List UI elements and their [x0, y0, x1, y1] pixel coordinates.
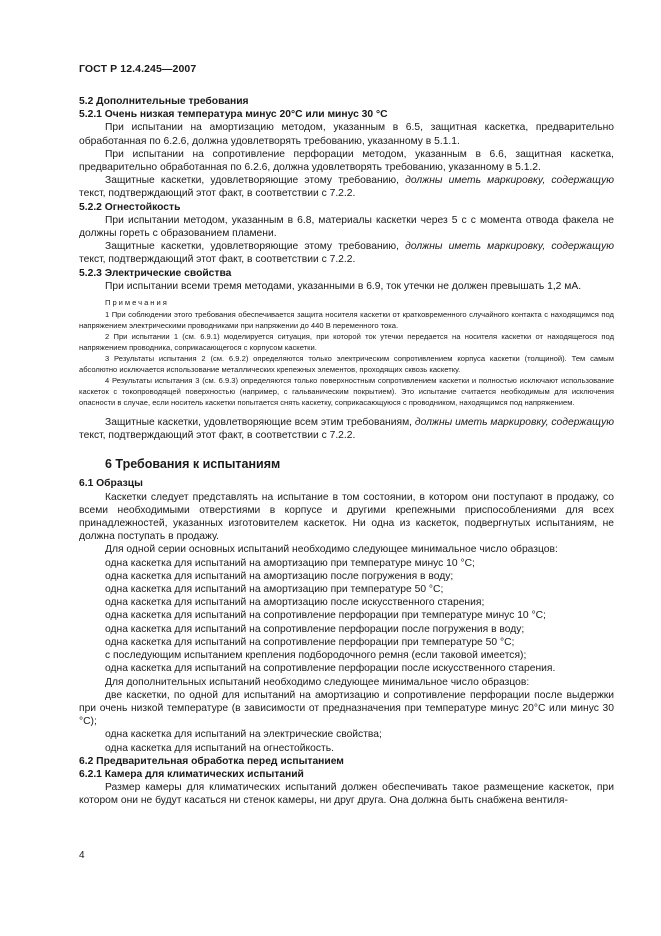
list-item: одна каскетка для испытаний на сопротивление перфорации после погружения в воду; — [105, 623, 525, 635]
list-item: одна каскетка для испытаний на амортизацию при температуре минус 10 °С; — [105, 557, 475, 569]
note-item: 1 При соблюдении этого требования обеспечивается защита носителя каскетки от кратковременного случайного контакта с находящимся под напряжением электрическими проводниками при напряжении до 440 В переменного тока. — [79, 310, 614, 331]
section-5-2-3-heading: 5.2.3 Электрические свойства — [79, 267, 232, 279]
paragraph: Защитные каскетки, удовлетворяющие всем этим требованиям, должны иметь маркировку, содержащую текст, подтверждающий этот факт, в соответствии с 7.2.2. — [79, 417, 614, 442]
section-6-2-1-heading: 6.2.1 Камера для климатических испытаний — [79, 768, 304, 780]
paragraph: Для одной серии основных испытаний необходимо следующее минимальное число образцов: — [105, 544, 558, 556]
list-item: одна каскетка для испытаний на амортизацию после погружения в воду; — [105, 570, 454, 582]
paragraph: При испытании на сопротивление перфорации методом, указанным в 6.6, защитная каскетка, предварительно обработанная по 6.2.6, должна удовлетворять требованию, указанному в 5.1.2. — [79, 148, 614, 174]
page-content — [79, 95, 614, 808]
paragraph: Защитные каскетки, удовлетворяющие этому требованию, должны иметь маркировку, содержащую текст, подтверждающий этот факт, в соответствии с 7.2.2. — [79, 241, 614, 266]
note-item: 2 При испытании 1 (см. 6.9.1) моделируется ситуация, при которой ток утечки передается на носителя каскетки от находящегося под напряжением проводника, соприкасающегося с корпусом каскетки. — [79, 332, 614, 353]
paragraph: При испытании методом, указанным в 6.8, материалы каскетки через 5 с с момента отвода факела не должны гореть с образованием пламени. — [79, 214, 614, 240]
list-item: одна каскетка для испытаний на электрические свойства; — [105, 729, 382, 741]
paragraph: две каскетки, по одной для испытаний на амортизацию и сопротивление перфорации после выдержки при очень низкой температуре (в зависимости от предназначения при температуре минус 20°С или минус 30 °С); — [79, 689, 614, 728]
paragraph: Каскетки следует представлять на испытание в том состоянии, в котором они поступают в продажу, со всеми необходимыми отверстиями в корпусе и другими крепежными приспособлениями для всех принадлежностей, указанных изготовителем каскеток. Ни одна из каскеток, подвергнутых испытаниям, не должна поступать в продажу. — [79, 491, 614, 543]
notes-block — [79, 297, 614, 408]
notes-title: Примечания — [105, 298, 169, 308]
list-item: с последующим испытанием крепления подбородочного ремня (если таковой имеется); — [105, 650, 527, 662]
section-6-heading: 6 Требования к испытаниям — [105, 457, 281, 472]
paragraph: Размер камеры для климатических испытаний должен обеспечивать такое размещение каскеток, при котором они не будут касаться ни стенок камеры, ни друг друга. Она должна быть снабжена вентиля- — [79, 782, 614, 807]
list-item: одна каскетка для испытаний на огнестойкость. — [105, 742, 334, 754]
paragraph: При испытании всеми тремя методами, указанными в 6.9, ток утечки не должен превышать 1,2 мА. — [105, 280, 582, 292]
paragraph: При испытании на амортизацию методом, указанным в 6.5, защитная каскетка, предварительно обработанная по 6.2.6, должна удовлетворять требованию, указанному в 5.1.1. — [79, 122, 614, 147]
list-item: одна каскетка для испытаний на сопротивление перфорации при температуре минус 10 °С; — [105, 610, 546, 622]
page-number: 4 — [79, 850, 85, 861]
list-item: одна каскетка для испытаний на амортизацию при температуре 50 °С; — [105, 584, 444, 596]
page-header: ГОСТ Р 12.4.245—2007 — [79, 63, 197, 75]
list-item: одна каскетка для испытаний на сопротивление перфорации после искусственного старения. — [105, 663, 556, 675]
section-6-2-heading: 6.2 Предварительная обработка перед испытанием — [79, 755, 344, 767]
paragraph: Защитные каскетки, удовлетворяющие этому требованию, должны иметь маркировку, содержащую текст, подтверждающий этот факт, в соответствии с 7.2.2. — [79, 175, 614, 200]
note-item: 3 Результаты испытания 2 (см. 6.9.2) определяются только электрическим сопротивлением корпуса каскетки (толщиной). Тем самым абсолютно исключается использование металлических крепежных элементов, проходящих сквозь каскетку. — [79, 354, 614, 375]
note-item: 4 Результаты испытания 3 (см. 6.9.3) определяются только поверхностным сопротивлением каскетки и полностью исключают использование каскеток с токопроводящей поверхностью (например, с гальваническим покрытием). Это испытание считается необходимым для исключения опасности в случае, если носитель каскетки попытается снять каскетку, соприкасающуюся с проводником, находящимся под напряжением. — [79, 376, 614, 408]
list-item: одна каскетка для испытаний на сопротивление перфорации при температуре 50 °С; — [105, 636, 515, 648]
section-5-2-heading: 5.2 Дополнительные требования — [79, 96, 249, 107]
section-5-2-1-heading: 5.2.1 Очень низкая температура минус 20°С или минус 30 °С — [79, 109, 388, 121]
section-5-2-2-heading: 5.2.2 Огнестойкость — [79, 201, 181, 213]
paragraph: Для дополнительных испытаний необходимо следующее минимальное число образцов: — [105, 676, 530, 688]
section-6-1-heading: 6.1 Образцы — [79, 478, 143, 490]
list-item: одна каскетка для испытаний на амортизацию после искусственного старения; — [105, 597, 485, 609]
